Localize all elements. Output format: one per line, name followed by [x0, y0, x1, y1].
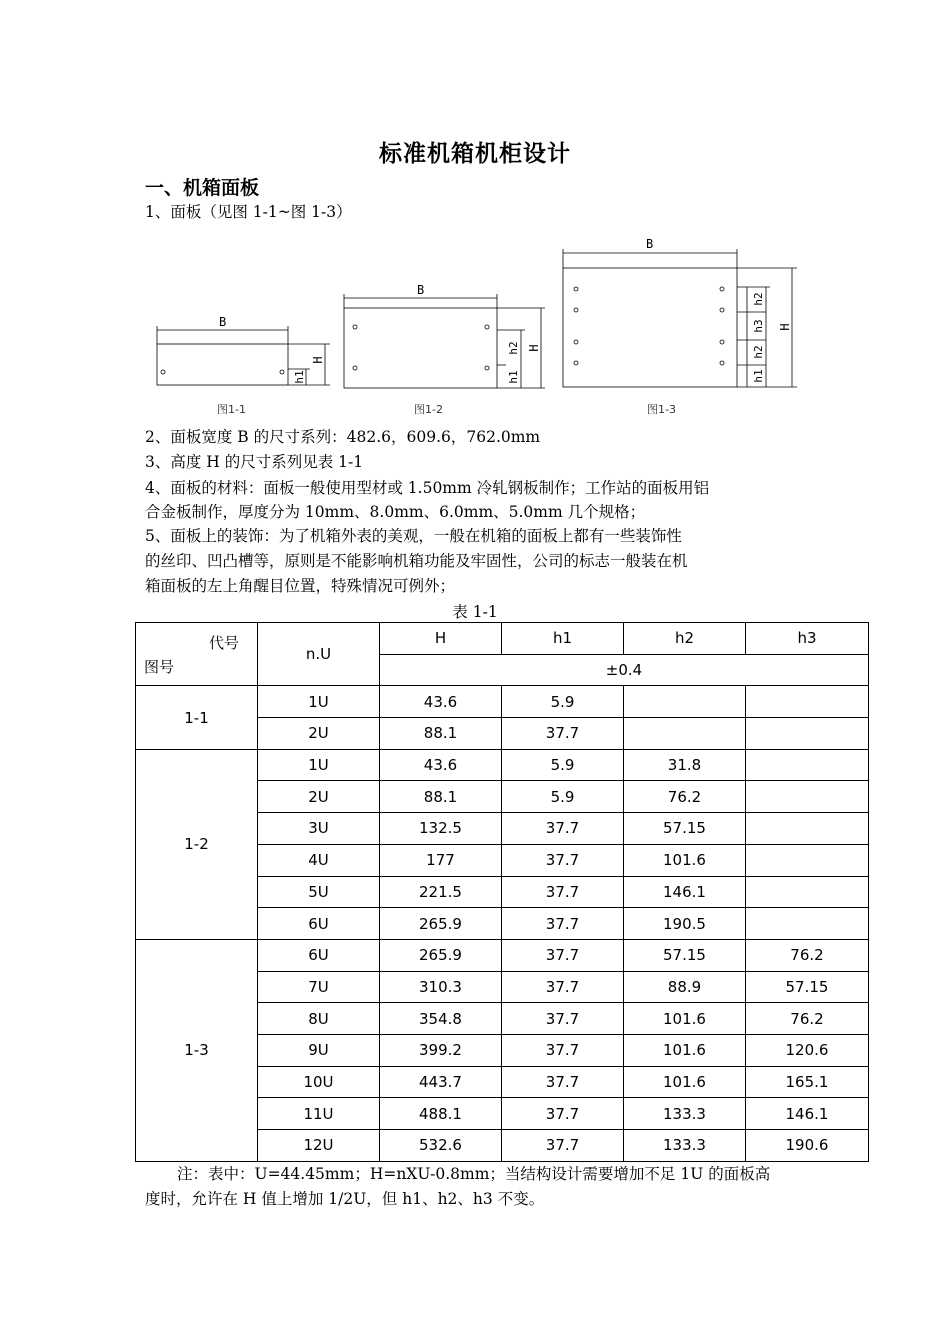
cell-unit: 1U	[258, 749, 380, 781]
cell-h: 354.8	[380, 1003, 502, 1035]
section-heading: 一、机箱面板	[145, 177, 260, 199]
table-row	[136, 749, 869, 781]
cell-h3: 57.15	[746, 971, 869, 1003]
header-h3: h3	[746, 623, 869, 655]
paragraph-1: 1、面板（见图 1-1~图 1-3）	[145, 203, 352, 221]
cell-unit: 7U	[258, 971, 380, 1003]
cell-h1: 5.9	[502, 749, 624, 781]
fig2-label-h1: h1	[507, 370, 520, 384]
cell-h: 43.6	[380, 749, 502, 781]
cell-unit: 8U	[258, 1003, 380, 1035]
cell-h2: 31.8	[624, 749, 746, 781]
fig3-label-h: H	[778, 323, 792, 331]
note-line-1-text: 注：表中：U=44.45mm；H=nXU-0.8mm；当结构设计需要增加不足 1U 的面板高	[177, 1165, 771, 1183]
caption-fig-1-2: 图1-2	[414, 403, 443, 416]
cell-unit: 2U	[258, 781, 380, 813]
cell-h: 399.2	[380, 1034, 502, 1066]
cell-h2: 101.6	[624, 1003, 746, 1035]
cell-h3: 76.2	[746, 1003, 869, 1035]
cell-h3: 120.6	[746, 1034, 869, 1066]
fig1-label-h1: h1	[293, 370, 306, 384]
cell-unit: 2U	[258, 718, 380, 750]
cell-h2: 76.2	[624, 781, 746, 813]
cell-h: 443.7	[380, 1066, 502, 1098]
cell-h2: 146.1	[624, 876, 746, 908]
header-h: H	[380, 623, 502, 655]
cell-h3: 190.6	[746, 1130, 869, 1162]
cell-h3	[746, 844, 869, 876]
note-line-1	[145, 1162, 770, 1186]
fig3-label-h2a: h2	[752, 292, 765, 306]
cell-h2: 57.15	[624, 813, 746, 845]
cell-h3	[746, 718, 869, 750]
figure-number-cell: 1-1	[136, 686, 258, 749]
cell-h: 488.1	[380, 1098, 502, 1130]
cell-h3: 76.2	[746, 939, 869, 971]
fig1-label-b: B	[219, 315, 227, 329]
cell-h1: 37.7	[502, 1098, 624, 1130]
figure-number-cell: 1-2	[136, 749, 258, 939]
cell-h2: 133.3	[624, 1098, 746, 1130]
cell-h: 177	[380, 844, 502, 876]
paragraph-5-line-3: 箱面板的左上角醒目位置，特殊情况可例外；	[145, 577, 456, 595]
cell-unit: 3U	[258, 813, 380, 845]
cell-h2: 101.6	[624, 844, 746, 876]
cell-unit: 6U	[258, 939, 380, 971]
caption-fig-1-3: 图1-3	[647, 403, 676, 416]
cell-h3: 146.1	[746, 1098, 869, 1130]
cell-h: 265.9	[380, 908, 502, 940]
cell-h: 132.5	[380, 813, 502, 845]
cell-unit: 4U	[258, 844, 380, 876]
cell-unit: 9U	[258, 1034, 380, 1066]
cell-h3	[746, 686, 869, 718]
cell-h: 88.1	[380, 718, 502, 750]
cell-unit: 6U	[258, 908, 380, 940]
panel-diagrams	[140, 228, 820, 420]
fig3-label-b: B	[646, 237, 654, 251]
paragraph-4-line-1: 4、面板的材料：面板一般使用型材或 1.50mm 冷轧钢板制作；工作站的面板用铝	[145, 479, 710, 497]
cell-h1: 37.7	[502, 1130, 624, 1162]
cell-h1: 5.9	[502, 781, 624, 813]
fig3-label-h2b: h2	[752, 345, 765, 359]
cell-h1: 37.7	[502, 1003, 624, 1035]
header-diag-cell	[136, 623, 258, 686]
cell-h2: 190.5	[624, 908, 746, 940]
cell-h2: 101.6	[624, 1034, 746, 1066]
cell-h1: 37.7	[502, 1034, 624, 1066]
cell-h1: 37.7	[502, 971, 624, 1003]
cell-h3	[746, 749, 869, 781]
cell-h3	[746, 781, 869, 813]
figure-1-3	[563, 249, 797, 387]
page-title: 标准机箱机柜设计	[379, 141, 571, 167]
table-row	[136, 686, 869, 718]
size-table	[135, 622, 869, 1162]
fig2-label-h: H	[527, 344, 541, 352]
cell-h: 88.1	[380, 781, 502, 813]
cell-h2: 101.6	[624, 1066, 746, 1098]
cell-unit: 10U	[258, 1066, 380, 1098]
header-tolerance: ±0.4	[380, 654, 869, 686]
header-figure-label: 图号	[144, 657, 175, 676]
fig1-label-h: H	[311, 356, 325, 364]
cell-h3	[746, 813, 869, 845]
cell-h1: 37.7	[502, 813, 624, 845]
paragraph-5-line-1: 5、面板上的装饰：为了机箱外表的美观，一般在机箱的面板上都有一些装饰性	[145, 527, 682, 545]
cell-h2: 57.15	[624, 939, 746, 971]
cell-h1: 5.9	[502, 686, 624, 718]
cell-h: 221.5	[380, 876, 502, 908]
table-caption: 表 1-1	[452, 603, 498, 621]
cell-h3: 165.1	[746, 1066, 869, 1098]
figure-number-cell: 1-3	[136, 939, 258, 1161]
paragraph-4-line-2: 合金板制作，厚度分为 10mm、8.0mm、6.0mm、5.0mm 几个规格；	[145, 503, 646, 521]
cell-h1: 37.7	[502, 1066, 624, 1098]
cell-h2: 133.3	[624, 1130, 746, 1162]
cell-h: 43.6	[380, 686, 502, 718]
fig2-label-h2: h2	[507, 341, 520, 355]
cell-h1: 37.7	[502, 844, 624, 876]
note-line-2: 度时，允许在 H 值上增加 1/2U，但 h1、h2、h3 不变。	[145, 1190, 545, 1208]
cell-unit: 5U	[258, 876, 380, 908]
cell-h2	[624, 686, 746, 718]
caption-fig-1-1: 图1-1	[217, 403, 246, 416]
header-code-label: 代号	[208, 633, 239, 652]
cell-unit: 1U	[258, 686, 380, 718]
header-h2: h2	[624, 623, 746, 655]
header-nu: n.U	[258, 623, 380, 686]
cell-h: 532.6	[380, 1130, 502, 1162]
fig2-label-b: B	[417, 283, 425, 297]
table-row	[136, 939, 869, 971]
cell-h1: 37.7	[502, 876, 624, 908]
cell-unit: 12U	[258, 1130, 380, 1162]
cell-h2	[624, 718, 746, 750]
cell-h: 265.9	[380, 939, 502, 971]
fig3-label-h1: h1	[752, 369, 765, 383]
cell-h3	[746, 876, 869, 908]
cell-h2: 88.9	[624, 971, 746, 1003]
cell-unit: 11U	[258, 1098, 380, 1130]
paragraph-3: 3、高度 H 的尺寸系列见表 1-1	[145, 453, 364, 471]
cell-h3	[746, 908, 869, 940]
cell-h: 310.3	[380, 971, 502, 1003]
cell-h1: 37.7	[502, 939, 624, 971]
cell-h1: 37.7	[502, 908, 624, 940]
paragraph-2: 2、面板宽度 B 的尺寸系列：482.6，609.6，762.0mm	[145, 428, 541, 446]
header-h1: h1	[502, 623, 624, 655]
cell-h1: 37.7	[502, 718, 624, 750]
paragraph-5-line-2: 的丝印、凹凸槽等，原则是不能影响机箱功能及牢固性，公司的标志一般装在机	[145, 552, 688, 570]
fig3-label-h3: h3	[752, 319, 765, 333]
